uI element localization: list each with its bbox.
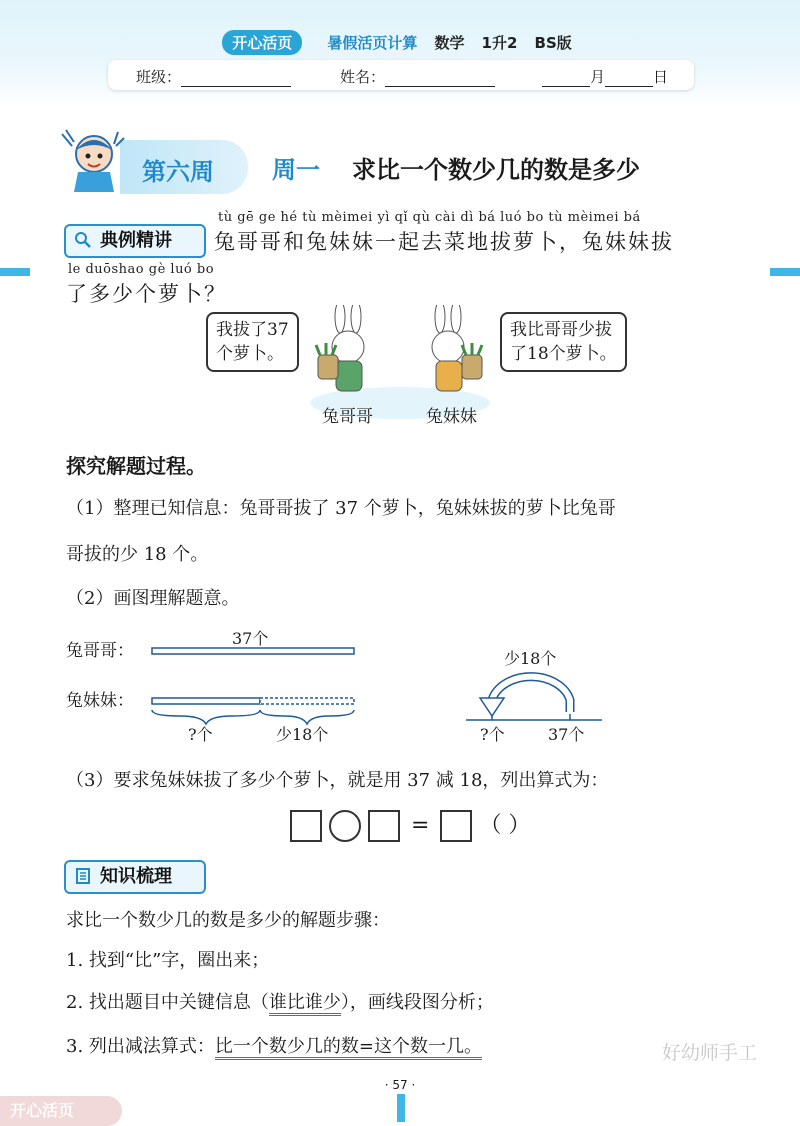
pinyin-line-1: tù gē ge hé tù mèimei yì qǐ qù cài dì bá luó bo tù mèimei bá bbox=[218, 210, 641, 225]
less-dashed-bar bbox=[260, 698, 354, 704]
subject: 数学 bbox=[434, 34, 465, 52]
brother-value: 37个 bbox=[232, 629, 269, 648]
notes-icon bbox=[74, 867, 92, 885]
step1-line2: 哥拔的少 18 个。 bbox=[66, 544, 209, 565]
right-side-mark bbox=[770, 268, 800, 276]
bubble-brother bbox=[206, 312, 299, 372]
date-field bbox=[542, 66, 668, 87]
step1-line1: （1）整理已知信息：兔哥哥拔了 37 个萝卜，兔妹妹拔的萝卜比兔哥 bbox=[66, 498, 616, 519]
sister-bar bbox=[152, 698, 260, 704]
knowledge-step2-a: 2. 找出题目中关键信息（ bbox=[66, 992, 269, 1013]
formula-row bbox=[290, 808, 530, 842]
corner-logo: 开心活页 bbox=[0, 1096, 122, 1126]
page-bar bbox=[397, 1094, 405, 1122]
step2-text: （2）画图理解题意。 bbox=[66, 588, 240, 609]
example-text-line-1: 兔哥哥和兔妹妹一起去菜地拔萝卜，兔妹妹拔 bbox=[214, 230, 674, 254]
example-text-line-2: 了多少个萝卜？ bbox=[66, 282, 227, 306]
week-label: 第六周 bbox=[142, 158, 214, 186]
bubble-brother-line1: 我拔了37 bbox=[216, 320, 289, 340]
less-label: 少18个 bbox=[276, 725, 329, 744]
mascot-icon bbox=[58, 126, 128, 200]
grade: 1升2 bbox=[481, 34, 518, 52]
knowledge-step3-a: 3. 列出减法算式： bbox=[66, 1036, 215, 1057]
equals-sign: = bbox=[411, 813, 430, 838]
subtrahend-box[interactable] bbox=[368, 810, 400, 842]
example-section-label bbox=[64, 224, 206, 258]
student-info-bar bbox=[108, 60, 694, 90]
series-title: 暑假活页计算 bbox=[327, 34, 418, 52]
caption-sister: 兔妹妹 bbox=[426, 407, 477, 427]
unknown-label: ?个 bbox=[188, 725, 213, 744]
bubble-sister-line1: 我比哥哥少拔 bbox=[510, 320, 612, 340]
tick-37-label: 37个 bbox=[548, 725, 585, 744]
minuend-box[interactable] bbox=[290, 810, 322, 842]
watermark-text: 好幼师手工 bbox=[662, 1042, 758, 1064]
knowledge-step3 bbox=[66, 1032, 482, 1058]
page-number: · 57 · bbox=[384, 1078, 416, 1092]
brother-label: 兔哥哥： bbox=[66, 641, 134, 661]
bubble-sister bbox=[500, 312, 627, 372]
unit-blank[interactable]: （ ） bbox=[479, 813, 531, 838]
step3-text: （3）要求兔妹妹拔了多少个萝卜，就是用 37 减 18，列出算式为： bbox=[66, 770, 609, 791]
operator-circle[interactable] bbox=[329, 810, 361, 842]
tick-unknown-label: ?个 bbox=[480, 725, 505, 744]
class-label: 班级： bbox=[136, 68, 182, 86]
example-label: 典例精讲 bbox=[100, 230, 172, 251]
brand-row bbox=[0, 30, 800, 56]
day-blank[interactable] bbox=[605, 70, 653, 87]
lesson-title: 求比一个数少几的数是多少 bbox=[352, 156, 640, 184]
magnifier-icon bbox=[74, 231, 92, 249]
month-blank[interactable] bbox=[542, 70, 590, 87]
bubble-sister-line2: 了18个萝卜。 bbox=[510, 344, 617, 364]
brand-logo: 开心活页 bbox=[222, 30, 302, 55]
knowledge-step3-key: 比一个数少几的数=这个数一几。 bbox=[215, 1036, 482, 1060]
number-line-diagram bbox=[462, 660, 612, 730]
pinyin-line-2: le duōshao gè luó bo bbox=[68, 262, 215, 277]
knowledge-label: 知识梳理 bbox=[100, 866, 172, 887]
day-label: 周一 bbox=[272, 156, 320, 184]
left-side-mark bbox=[0, 268, 30, 276]
name-field bbox=[340, 66, 495, 87]
sister-label: 兔妹妹： bbox=[66, 691, 134, 711]
explore-heading: 探究解题过程。 bbox=[66, 454, 206, 478]
knowledge-step2-b: ），画线段图分析； bbox=[340, 992, 494, 1013]
bubble-brother-line2: 个萝卜。 bbox=[216, 344, 284, 364]
month-label: 月 bbox=[590, 68, 606, 86]
knowledge-step2-key: 谁比谁少 bbox=[269, 992, 341, 1016]
name-label: 姓名： bbox=[340, 68, 386, 86]
result-box[interactable] bbox=[440, 810, 472, 842]
arc-label: 少18个 bbox=[504, 649, 557, 668]
day-label: 日 bbox=[653, 68, 669, 86]
name-blank[interactable] bbox=[385, 70, 495, 87]
knowledge-section-label bbox=[64, 860, 206, 894]
lesson-heading bbox=[272, 150, 640, 185]
knowledge-intro: 求比一个数少几的数是多少的解题步骤： bbox=[66, 910, 390, 931]
caption-brother: 兔哥哥 bbox=[322, 407, 373, 427]
edition: BS版 bbox=[534, 34, 572, 52]
knowledge-step2 bbox=[66, 988, 494, 1014]
class-field bbox=[136, 66, 291, 87]
knowledge-step1: 1. 找到“比”字，圈出来； bbox=[66, 950, 270, 971]
class-blank[interactable] bbox=[181, 70, 291, 87]
week-tab bbox=[120, 140, 248, 194]
